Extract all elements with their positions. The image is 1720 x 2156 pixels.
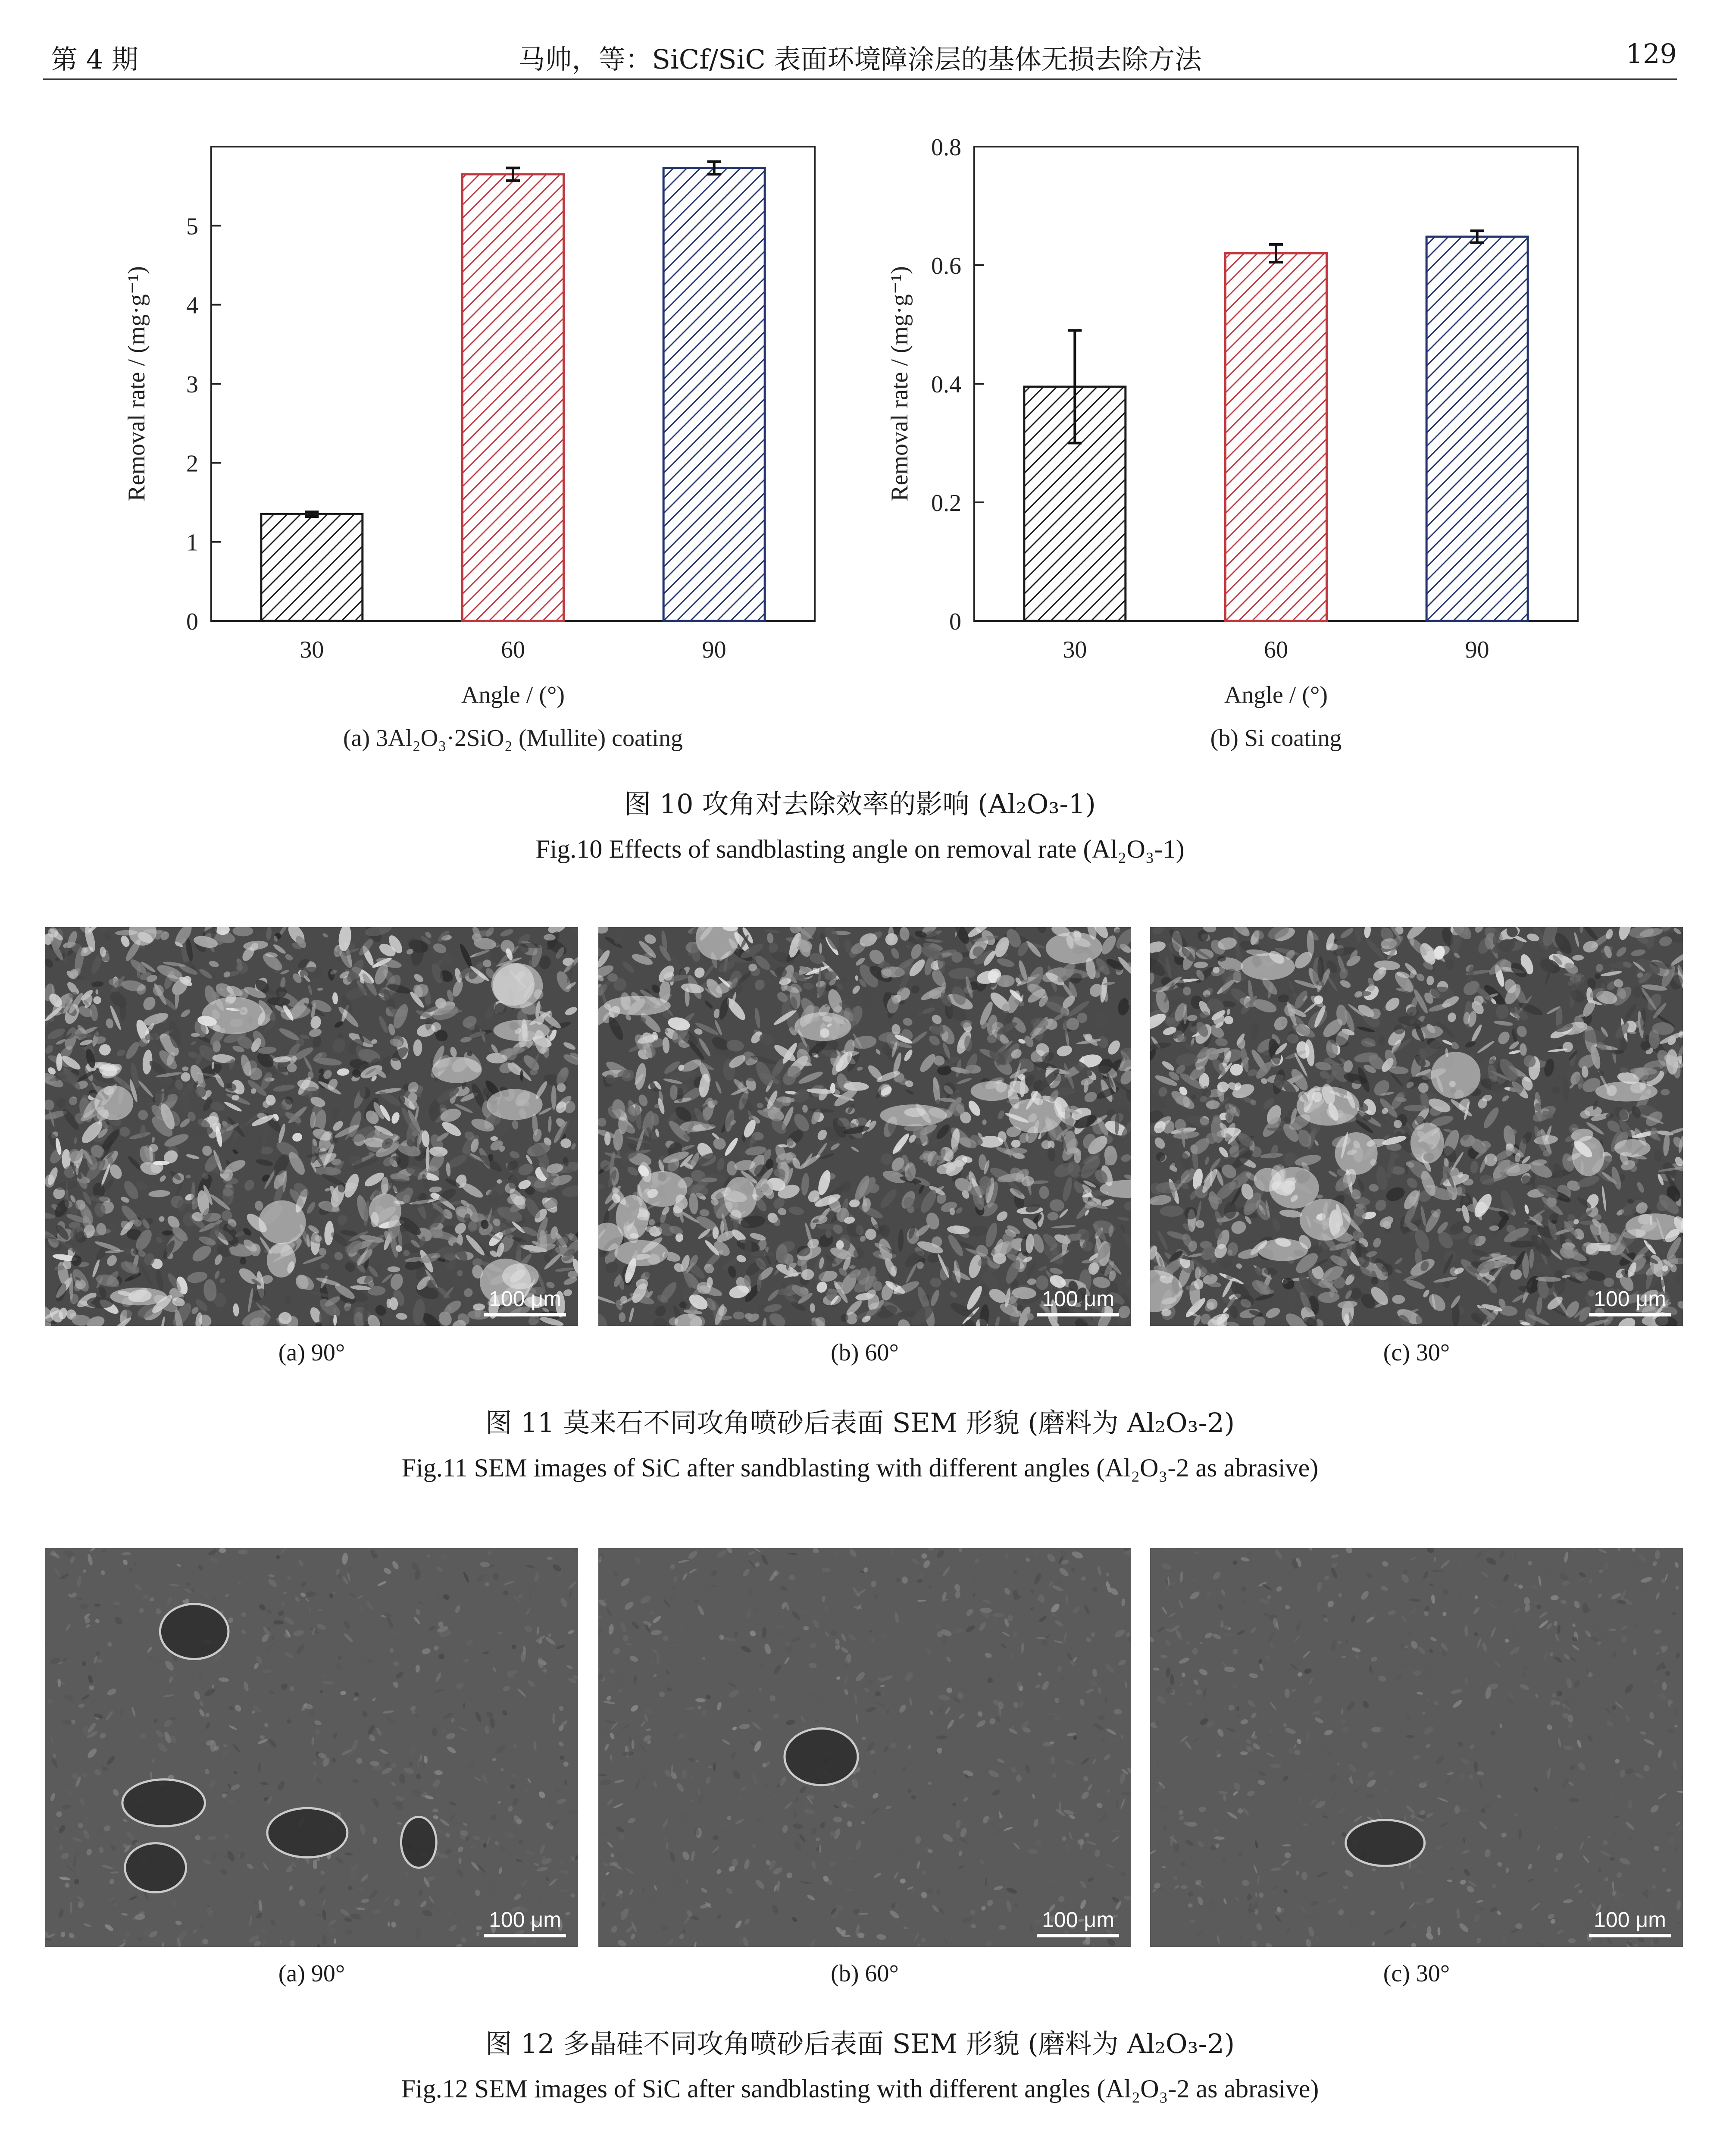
x-tick-label: 30 — [1063, 636, 1087, 663]
x-tick-label: 30 — [300, 636, 324, 663]
fig12-caption-en: Fig.12 SEM images of SiC after sandblasting with different angles (Al₂O₃-2 as abrasive) — [401, 2075, 1319, 2103]
sem-mullite-30 — [1150, 927, 1683, 1326]
y-tick-label: 2 — [186, 450, 198, 477]
x-tick-label: 90 — [1465, 636, 1489, 663]
fig11-label-c: (c) 30° — [1383, 1339, 1450, 1366]
page-header — [0, 0, 1720, 86]
issue-number: 第 4 期 — [51, 44, 138, 75]
y-tick-label: 0.4 — [931, 371, 961, 398]
y-tick-label: 0.2 — [931, 490, 961, 517]
bar-90 — [1426, 237, 1528, 621]
x-axis-label: Angle / (°) — [461, 682, 565, 708]
x-tick-label: 90 — [702, 636, 726, 663]
sem-polysilicon-30 — [1150, 1548, 1683, 1947]
subfigure-caption: (b) Si coating — [1210, 725, 1342, 752]
bar-60 — [1226, 254, 1327, 621]
fig11-label-b: (b) 60° — [831, 1339, 899, 1366]
y-tick-label: 4 — [186, 292, 198, 319]
x-tick-label: 60 — [1264, 636, 1288, 663]
y-tick-label: 5 — [186, 213, 198, 240]
fig11-caption-en: Fig.11 SEM images of SiC after sandblasting with different angles (Al₂O₃-2 as abrasive) — [401, 1454, 1319, 1482]
header-rule — [43, 78, 1677, 80]
fig12-caption-cn: 图 12 多晶硅不同攻角喷砂后表面 SEM 形貌 (磨料为 Al₂O₃-2) — [485, 2028, 1235, 2059]
fig10-caption-en: Fig.10 Effects of sandblasting angle on removal rate (Al₂O₃-1) — [535, 835, 1185, 863]
scale-bar: 100 μm — [1589, 1907, 1671, 1937]
sem-mullite-60 — [598, 927, 1131, 1326]
fig12-label-a: (a) 90° — [278, 1960, 345, 1987]
y-tick-label: 0.8 — [931, 134, 961, 161]
bar-90 — [663, 168, 765, 621]
y-axis-label: Removal rate / (mg·g⁻¹) — [886, 266, 913, 501]
scale-bar: 100 μm — [1037, 1286, 1119, 1316]
y-tick-label: 1 — [186, 529, 198, 556]
y-tick-label: 0.6 — [931, 253, 961, 279]
fig12-label-c: (c) 30° — [1383, 1960, 1450, 1987]
scale-bar: 100 μm — [484, 1286, 566, 1316]
fig10-caption-cn: 图 10 攻角对去除效率的影响 (Al₂O₃-1) — [624, 788, 1096, 820]
scale-bar: 100 μm — [484, 1907, 566, 1937]
y-tick-label: 0 — [186, 608, 198, 635]
fig12-label-b: (b) 60° — [831, 1960, 899, 1987]
fig11-label-a: (a) 90° — [278, 1339, 345, 1366]
y-tick-label: 0 — [949, 608, 961, 635]
running-title: 马帅，等：SiCf/SiC 表面环境障涂层的基体无损去除方法 — [518, 44, 1202, 75]
body-left-column — [39, 2147, 832, 2156]
chart-si — [871, 129, 1625, 759]
page-number: 129 — [1626, 38, 1677, 69]
fig11-caption-cn: 图 11 莫来石不同攻角喷砂后表面 SEM 形貌 (磨料为 Al₂O₃-2) — [485, 1407, 1235, 1438]
y-axis-label: Removal rate / (mg·g⁻¹) — [123, 266, 150, 501]
bar-30 — [261, 514, 363, 621]
sem-polysilicon-90 — [45, 1548, 578, 1947]
sem-polysilicon-60 — [598, 1548, 1131, 1947]
bar-60 — [463, 174, 564, 621]
scale-bar: 100 μm — [1589, 1286, 1671, 1316]
y-tick-label: 3 — [186, 371, 198, 398]
subfigure-caption: (a) 3Al₂O₃·2SiO₂ (Mullite) coating — [343, 725, 683, 752]
x-tick-label: 60 — [501, 636, 525, 663]
body-right-column — [901, 2147, 1694, 2156]
sem-mullite-90 — [45, 927, 578, 1326]
scale-bar: 100 μm — [1037, 1907, 1119, 1937]
chart-mullite — [108, 129, 862, 759]
x-axis-label: Angle / (°) — [1224, 682, 1328, 708]
